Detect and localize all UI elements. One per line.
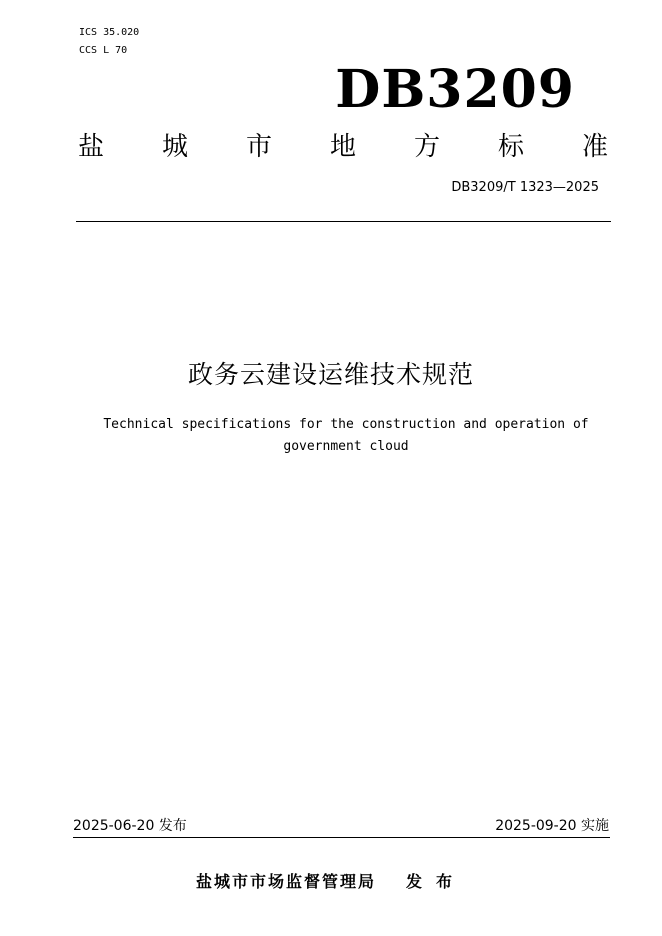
issuer-line <box>0 870 662 894</box>
standard-number: DB3209/T 1323—2025 <box>451 180 599 195</box>
standard-type-char: 地 <box>329 131 356 162</box>
publish-date: 2025-06-20 发布 <box>73 818 187 834</box>
ccs-code: CCS L 70 <box>79 45 128 56</box>
top-divider <box>76 221 611 222</box>
ics-code: ICS 35.020 <box>79 27 140 38</box>
issue-action: 发布 <box>406 872 467 891</box>
standard-type <box>76 124 610 164</box>
document-title-cn: 政务云建设运维技术规范 <box>187 360 474 389</box>
standard-type-char: 准 <box>581 131 608 162</box>
implement-date: 2025-09-20 实施 <box>495 818 609 834</box>
document-title-en: Technical specifications for the construction and operation of government cloud <box>103 417 589 454</box>
bottom-divider <box>73 837 610 838</box>
standard-type-char: 盐 <box>77 131 104 162</box>
standard-type-char: 城 <box>161 131 188 162</box>
standard-type-char: 市 <box>245 131 272 162</box>
standard-code-logo: DB3209 <box>335 59 575 120</box>
issuer-organization: 盐城市市场监督管理局 <box>195 872 376 891</box>
standard-type-char: 标 <box>497 131 524 162</box>
standard-type-char: 方 <box>413 131 440 162</box>
